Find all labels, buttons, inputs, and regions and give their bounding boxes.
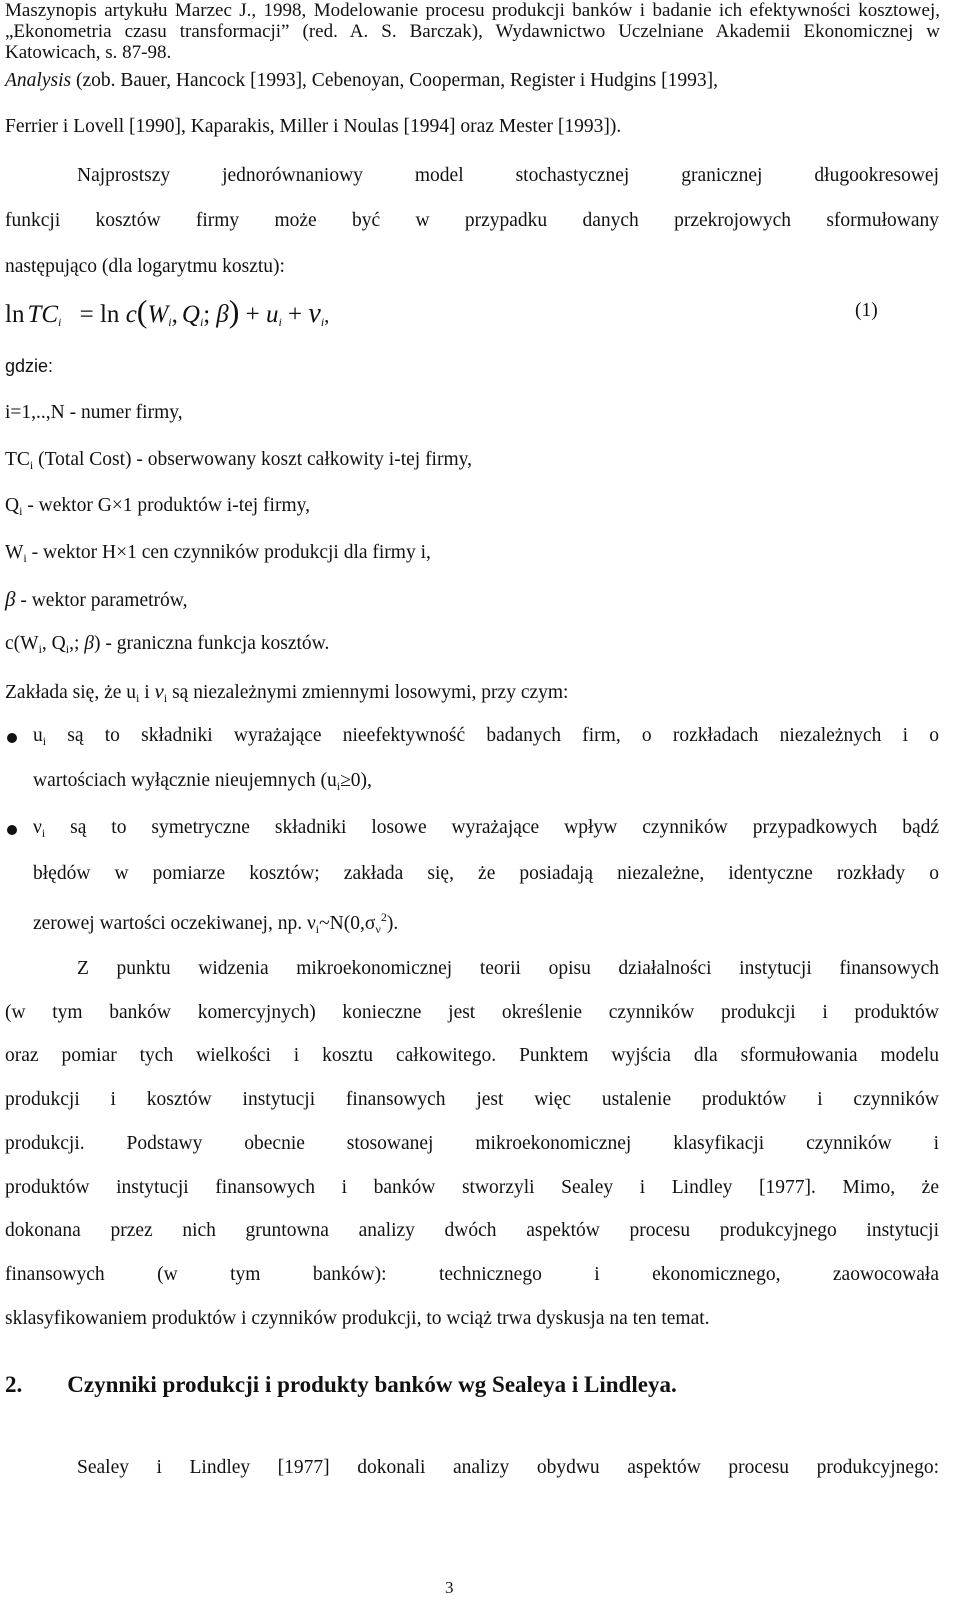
para2-line-9: sklasyfikowaniem produktów i czynników produkcji, to wciąż trwa dyskusja na ten temat. [5,1308,710,1329]
analysis-word: Analysis [5,70,72,91]
def-beta [5,587,187,612]
def-beta-text: - wektor parametrów, [15,590,188,611]
bullet2-line3-b: ~N(0,σ [319,913,376,934]
def-c-c: ,; [69,633,85,654]
def-c-sub1: i [38,642,42,656]
para2-line-6: produktów instytucji finansowych i banków stworzyli Sealey i Lindley [1977]. Mimo, że [5,1177,939,1198]
def-q [5,495,310,519]
def-c-beta: β [84,633,94,654]
bullet-dot-1 [7,733,17,743]
bullet2-line-3 [33,910,398,937]
def-tc-sub: i [29,458,34,472]
def-w-symbol: W [5,542,24,563]
def-c [5,633,329,657]
def-c-a: c(W [5,633,39,654]
eq-nu: ν [308,298,321,329]
eq-u: u [265,301,279,328]
def-w-text: - wektor H×1 cen czynników produkcji dla firmy i, [26,542,431,563]
bullet2-nu: ν [33,817,42,838]
para2-line-3: oraz pomiar tych wielkości i kosztu całkowitego. Punktem wyjścia dla sformułowania modelu [5,1045,939,1066]
equation-1 [5,283,940,333]
intro-line-1 [5,70,718,92]
para1-line-1: Najprostszy jednorównaniowy model stochastycznej granicznej długookresowej [77,165,939,186]
def-q-symbol: Q [5,495,20,516]
eq-open: ( [136,293,148,329]
bullet1-line-1 [33,725,939,749]
eq-sub-i: i [199,315,204,329]
para2-line-8: finansowych (w tym banków): technicznego i ekonomicznego, zaowocowała [5,1264,939,1285]
bullet2-line1-text: są to symetryczne składniki losowe wyrażające wpływ czynników przypadkowych bądź [45,817,939,838]
eq-beta: β [216,301,229,328]
bullet1-line2-b: ≥0), [340,770,372,791]
section-title: Czynniki produkcji i produkty banków wg Sealeya i Lindleya. [67,1372,677,1397]
def-w-sub: i [23,551,27,565]
def-c-d: ) - graniczna funkcja kosztów. [93,633,330,654]
bullet1-line2-a: wartościach wyłącznie nieujemnych (u [33,770,337,791]
equation-body [5,293,329,330]
bullet1-sub: i [42,734,47,748]
bullet1-line-2 [33,770,372,794]
assume-b: i [139,682,155,703]
def-w [5,542,431,566]
bullet2-line-1 [33,817,939,841]
bullet2-line3-c: ). [386,913,399,934]
equation-number: (1) [855,300,878,321]
def-i: i=1,..,N - numer firmy, [5,402,183,423]
assume-a: Zakłada się, że u [5,682,137,703]
eq-plus: + [288,301,303,328]
section-number: 2. [5,1372,23,1397]
eq-comma: , [171,301,178,328]
eq-equals-ln: = ln [79,301,120,328]
assume-sub1: i [136,691,140,705]
para2-line-7: dokonana przez nich gruntowna analizy dwóch aspektów procesu produkcyjnego instytucji [5,1220,939,1241]
bullet-dot-2 [7,825,17,835]
assume-sub2: i [163,691,168,705]
eq-tc: TC [27,301,59,328]
section-heading [5,1372,677,1398]
bullet2-line3-a: zerowej wartości oczekiwanej, np. ν [33,913,316,934]
para2-line-1: Z punktu widzenia mikroekonomicznej teorii opisu działalności instytucji finansowych [77,958,939,979]
def-tc-symbol: TC [5,449,30,470]
def-tc-text: (Total Cost) - obserwowany koszt całkowity i-tej firmy, [33,449,472,470]
gdzie-label: gdzie: [5,356,54,376]
assumption-line [5,679,568,706]
def-q-text: - wektor G×1 produktów i-tej firmy, [22,495,310,516]
para1-line-2: funkcji kosztów firmy może być w przypadku danych przekrojowych sformułowany [5,210,939,231]
bullet1-u: u [33,725,43,746]
para2-line-5: produkcji. Podstawy obecnie stosowanej mikroekonomicznej klasyfikacji czynników i [5,1133,939,1154]
para2-line-4: produkcji i kosztów instytucji finansowych jest więc ustalenie produktów i czynników [5,1089,939,1110]
eq-sub-i: i [278,315,282,329]
def-c-b: , Q [41,633,66,654]
eq-sub-i: i [168,315,172,329]
bullet2-line3-sub2: ν [375,922,381,936]
para2-line-2: (w tym banków komercyjnych) konieczne jest określenie czynników produkcji i produktów [5,1002,939,1023]
bullet2-sub: i [41,826,46,840]
assume-nu: ν [154,679,164,703]
eq-trailing-comma: , [324,305,330,327]
eq-c: c [125,301,137,328]
eq-sub-i: i [58,315,62,329]
eq-ln: ln [5,301,25,328]
bullet2-line3-sub1: i [315,922,320,936]
assume-c: są niezależnymi zmiennymi losowymi, przy czym: [167,682,569,703]
eq-sub-i: i [320,315,325,329]
para3-line-1: Sealey i Lindley [1977] dokonali analizy obydwu aspektów procesu produkcyjnego: [77,1457,939,1478]
eq-q: Q [181,301,200,328]
def-beta-symbol: β [5,587,16,611]
bullet2-line3-sup: 2 [380,910,387,924]
bullet1-line2-sub: i [336,779,341,793]
para1-line-3: następująco (dla logarytmu kosztu): [5,256,285,277]
eq-close: ) [228,293,240,329]
eq-semi: ; [203,301,211,328]
intro-line-2: Ferrier i Lovell [1990], Kaparakis, Miller i Noulas [1994] oraz Mester [1993]). [5,116,622,137]
page-number: 3 [445,1578,454,1597]
intro-line-1-rest: (zob. Bauer, Hancock [1993], Cebenoyan, Cooperman, Register i Hudgins [1993], [71,70,718,91]
bullet1-line1-text: są to składniki wyrażające nieefektywność badanych firm, o rozkładach niezależnych i o [46,725,939,746]
eq-plus: + [245,301,260,328]
bullet2-line-2: błędów w pomiarze kosztów; zakłada się, że posiadają niezależne, identyczne rozkłady o [33,863,939,884]
eq-w: W [147,301,169,328]
def-q-sub: i [19,504,23,518]
header-citation: Maszynopis artykułu Marzec J., 1998, Modelowanie procesu produkcji banków i badanie ich efektywności kosztowej, „Ekonometria czasu transformacji” (red. A. S. Barczak), Wydawnictwo Uczelniane Akademii Ekonomicznej w Katowicach, s. 87-98. [5,0,940,63]
def-c-sub2: i [65,642,70,656]
def-tc [5,449,472,473]
